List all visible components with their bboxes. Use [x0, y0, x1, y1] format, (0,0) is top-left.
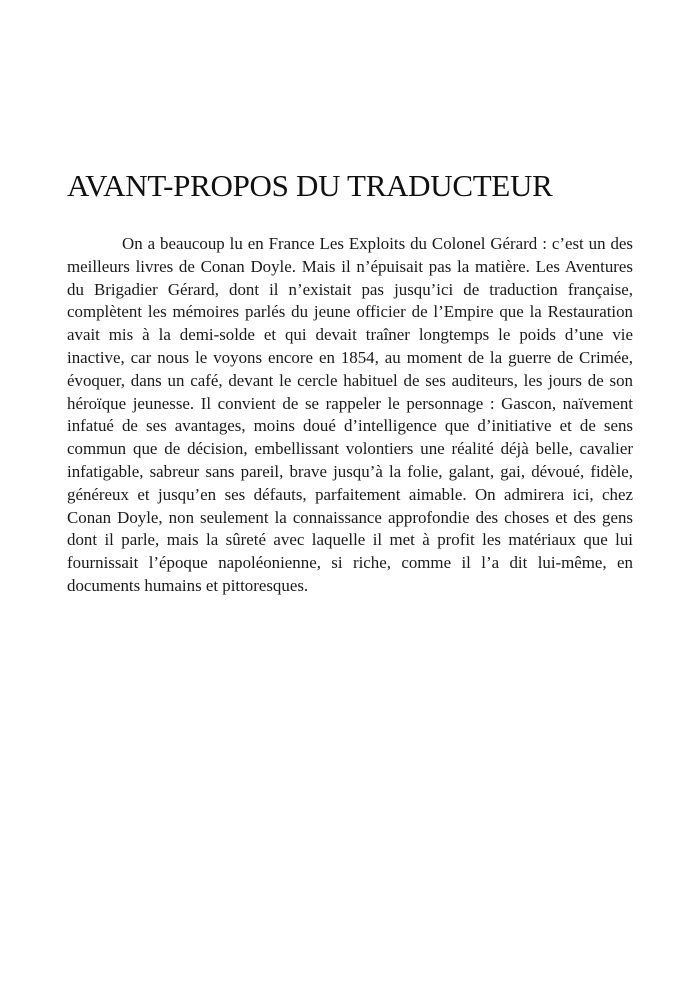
page-title: AVANT-PROPOS DU TRADUCTEUR — [67, 168, 553, 203]
body-paragraph: On a beaucoup lu en France Les Exploits du Colonel Gérard : c’est un des meilleurs livres de Conan Doyle. Mais il n’épuisait pas la matière. Les Aventures du Brigadier Gérard, dont il n’existait pas jusqu’ici de traduction française, complètent les mémoires parlés du jeune officier de l’Empire que la Restauration avait mis à la demi-solde et qui devait traîner longtemps le poids d’une vie inactive, car nous le voyons encore en 1854, au moment de la guerre de Crimée, évoquer, dans un café, devant le cercle habituel de ses auditeurs, les jours de son héroïque jeunesse. Il convient de se rappeler le personnage : Gascon, naïvement infatué de ses avantages, moins doué d’intelligence que d’initiative et de sens commun que de décision, embellissant volontiers une réalité déjà belle, cavalier infatigable, sabreur sans pareil, brave jusqu’à la folie, galant, gai, dévoué, fidèle, généreux et jusqu’en ses défauts, parfaitement aimable. On admirera ici, chez Conan Doyle, non seulement la connaissance approfondie des choses et des gens dont il parle, mais la sûreté avec laquelle il met à profit les matériaux que lui fournissait l’époque napoléonienne, si riche, comme il l’a dit lui-même, en documents humains et pittoresques. — [67, 234, 633, 595]
